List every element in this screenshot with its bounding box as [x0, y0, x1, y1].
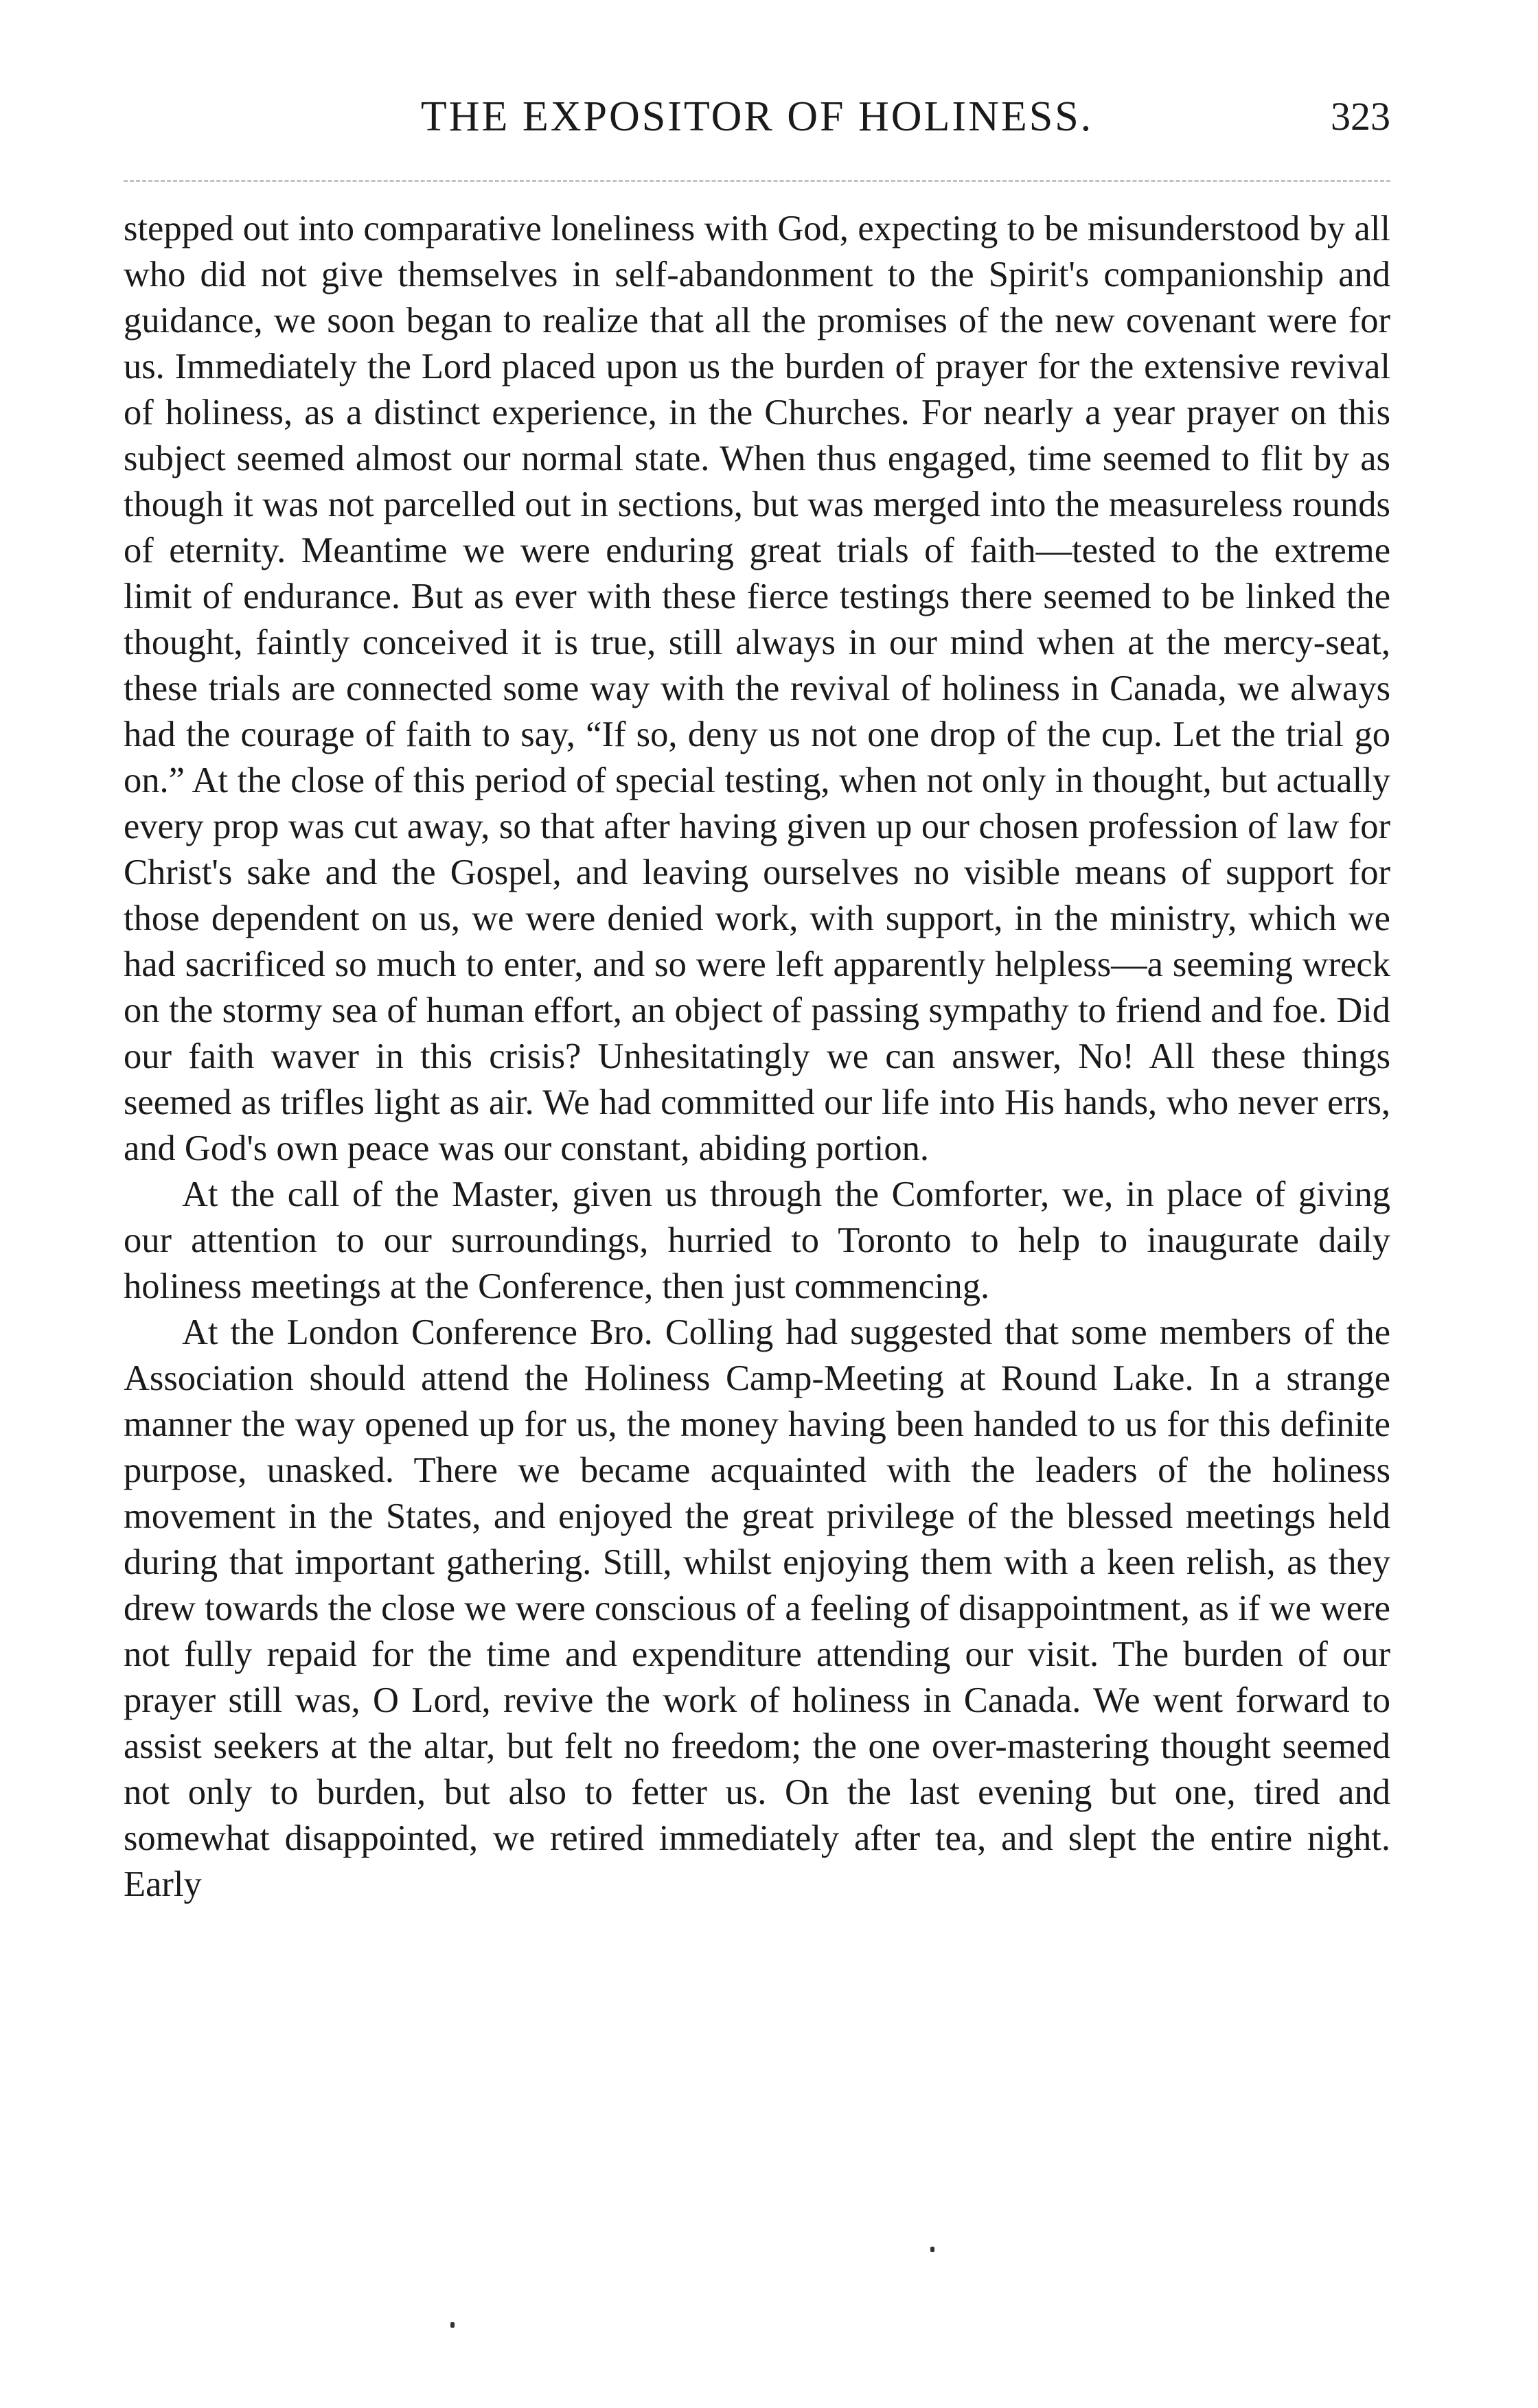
paragraph-london-conference: At the London Conference Bro. Colling had suggested that some members of the Association should attend the Holiness Camp-Meeting at Round Lake. In a strange manner the way opened up for us, the money having been handed to us for this definite purpose, unasked. There we became acquainted with the leaders of the holiness movement in the States, and enjoyed the great privilege of the blessed meetings held during that important gathering. Still, whilst enjoying them with a keen relish, as they drew towards the close we were conscious of a feeling of disappointment, as if we were not fully repaid for the time and expenditure attending our visit. The burden of our prayer still was, O Lord, revive the work of holiness in Canada. We went forward to assist seekers at the altar, but felt no freedom; the one over-mastering thought seemed not only to burden, but also to fetter us. On the last evening but one, tired and somewhat disappointed, we retired immediately after tea, and slept the entire night. Early: [124, 1312, 1390, 1904]
header-rule: [124, 180, 1390, 182]
paragraph-continued: stepped out into comparative loneliness with God, expecting to be misunderstood by all who did not give themselves in self-abandonment to the Spirit's companionship and guidance, we soon began to realize that all the promises of the new covenant were for us. Immediately the Lord placed upon us the burden of prayer for the extensive revival of holiness, as a distinct experience, in the Churches. For nearly a year prayer on this subject seemed almost our normal state. When thus engaged, time seemed to flit by as though it was not parcelled out in sections, but was merged into the measureless rounds of eternity. Meantime we were enduring great trials of faith—tested to the extreme limit of endurance. But as ever with these fierce testings there seemed to be linked the thought, faintly conceived it is true, still always in our mind when at the mercy-seat, these trials are connected some way with the revival of holiness in Canada, we always had the courage of faith to say, “If so, deny us not one drop of the cup. Let the trial go on.” At the close of this period of special testing, when not only in thought, but actually every prop was cut away, so that after having given up our chosen profession of law for Christ's sake and the Gospel, and leaving ourselves no visible means of support for those dependent on us, we were denied work, with support, in the ministry, which we had sacrificed so much to enter, and so were left apparently helpless—a seeming wreck on the stormy sea of human effort, an object of passing sympathy to friend and foe. Did our faith waver in this crisis? Unhesitatingly we can answer, No! All these things seemed as trifles light as air. We had committed our life into His hands, who never errs, and God's own peace was our constant, abiding portion.: [124, 209, 1390, 1168]
running-header: [124, 89, 1390, 151]
running-title: THE EXPOSITOR OF HOLINESS.: [420, 93, 1094, 140]
body-text: [124, 206, 1390, 1908]
page-number: 323: [1331, 94, 1390, 139]
paragraph-toronto: At the call of the Master, given us through the Comforter, we, in place of giving our attention to our surroundings, hurried to Toronto to help to inaugurate daily holiness meetings at the Conference, then just commencing.: [124, 1174, 1390, 1306]
ink-speck: [930, 2247, 934, 2252]
ink-speck: [450, 2322, 455, 2328]
